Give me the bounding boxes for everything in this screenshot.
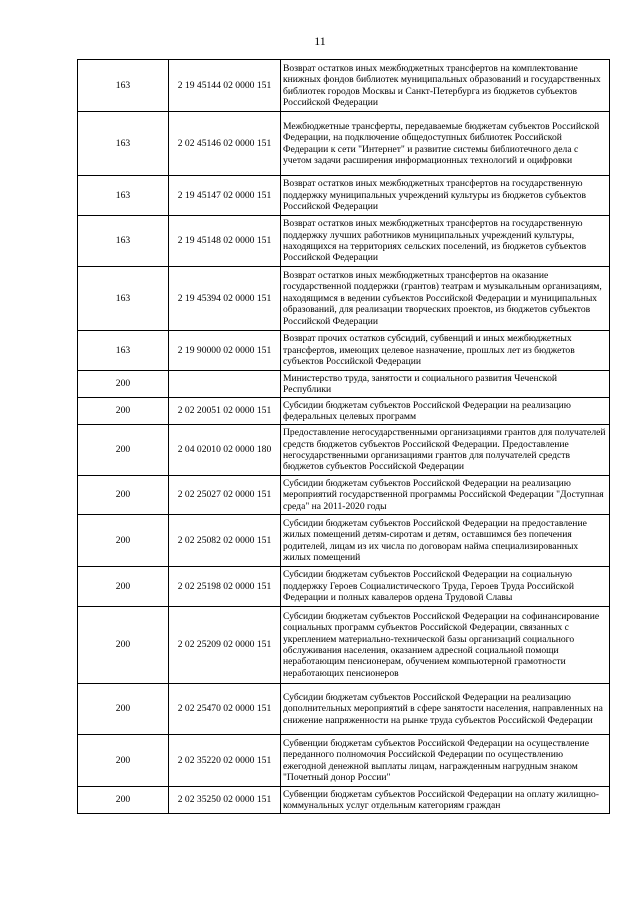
- description-cell: Возврат остатков иных межбюджетных трансфертов на государственную поддержку муниципальных учреждений культуры из бюджетов субъектов Российской Федерации: [281, 176, 610, 216]
- budget-code-cell: [169, 371, 281, 398]
- table-row: [78, 267, 610, 331]
- budget-code-cell: 2 02 35250 02 0000 151: [169, 787, 281, 814]
- description-cell: Субсидии бюджетам субъектов Российской Федерации на софинансирование социальных программ субъектов Российской Федерации, связанных с укреплением материально-технической базы организаций социального обслуживания населения, оказанием адресной социальной помощи неработающим пенсионерам, обучением компьютерной грамотности неработающих пенсионеров: [281, 607, 610, 684]
- admin-code-cell: 200: [78, 398, 169, 425]
- budget-code-cell: 2 02 35220 02 0000 151: [169, 735, 281, 787]
- admin-code-cell: 200: [78, 787, 169, 814]
- table-row: [78, 176, 610, 216]
- table-row: [78, 476, 610, 515]
- description-cell: Субвенции бюджетам субъектов Российской Федерации на оплату жилищно-коммунальных услуг отдельным категориям граждан: [281, 787, 610, 814]
- table-row: [78, 684, 610, 735]
- budget-code-cell: 2 02 25209 02 0000 151: [169, 607, 281, 684]
- table-row: [78, 371, 610, 398]
- description-cell: Субсидии бюджетам субъектов Российской Федерации на реализацию федеральных целевых программ: [281, 398, 610, 425]
- description-cell: Межбюджетные трансферты, передаваемые бюджетам субъектов Российской Федерации, на подключение общедоступных библиотек Российской Федерации к сети "Интернет" и развитие системы библиотечного дела с учетом задачи расширения информационных технологий и оцифровки: [281, 112, 610, 176]
- admin-code-cell: 200: [78, 476, 169, 515]
- budget-code-cell: 2 19 45147 02 0000 151: [169, 176, 281, 216]
- admin-code-cell: 200: [78, 735, 169, 787]
- admin-code-cell: 200: [78, 371, 169, 398]
- budget-code-cell: 2 19 90000 02 0000 151: [169, 331, 281, 371]
- description-cell: Возврат остатков иных межбюджетных трансфертов на оказание государственной поддержки (грантов) театрам и музыкальным организациям, находящимся в ведении субъектов Российской Федерации и муниципальных образований, для реализации творческих проектов, из бюджетов субъектов Российской Федерации: [281, 267, 610, 331]
- table-row: [78, 515, 610, 567]
- budget-code-cell: 2 04 02010 02 0000 180: [169, 425, 281, 476]
- budget-code-cell: 2 02 25082 02 0000 151: [169, 515, 281, 567]
- description-cell: Субсидии бюджетам субъектов Российской Федерации на реализацию дополнительных мероприятий в сфере занятости населения, направленных на снижение напряженности на рынке труда субъектов Российской Федерации: [281, 684, 610, 735]
- table-row: [78, 398, 610, 425]
- description-cell: Субсидии бюджетам субъектов Российской Федерации на социальную поддержку Героев Социалистического Труда, Героев Труда Российской Федерации и полных кавалеров ордена Трудовой Славы: [281, 567, 610, 607]
- admin-code-cell: 163: [78, 176, 169, 216]
- description-cell: Возврат остатков иных межбюджетных трансфертов на комплектование книжных фондов библиотек муниципальных образований и государственных библиотек городов Москвы и Санкт-Петербурга из бюджетов субъектов Российской Федерации: [281, 60, 610, 112]
- budget-code-cell: 2 02 45146 02 0000 151: [169, 112, 281, 176]
- budget-code-cell: 2 19 45148 02 0000 151: [169, 216, 281, 267]
- budget-code-cell: 2 02 25198 02 0000 151: [169, 567, 281, 607]
- budget-classification-table: [77, 59, 610, 814]
- description-cell: Предоставление негосударственными организациями грантов для получателей средств бюджетов субъектов Российской Федерации. Предоставление негосударственными организациями грантов для получателей средств бюджетов субъектов Российской Федерации: [281, 425, 610, 476]
- description-cell: Возврат прочих остатков субсидий, субвенций и иных межбюджетных трансфертов, имеющих целевое назначение, прошлых лет из бюджетов субъектов Российской Федерации: [281, 331, 610, 371]
- admin-code-cell: 200: [78, 684, 169, 735]
- budget-code-cell: 2 02 25470 02 0000 151: [169, 684, 281, 735]
- description-cell: Субвенции бюджетам субъектов Российской Федерации на осуществление переданного полномочия Российской Федерации по осуществлению ежегодной денежной выплаты лицам, награжденным нагрудным знаком "Почетный донор России": [281, 735, 610, 787]
- description-cell: Субсидии бюджетам субъектов Российской Федерации на предоставление жилых помещений детям-сиротам и детям, оставшимся без попечения родителей, лицам из их числа по договорам найма специализированных жилых помещений: [281, 515, 610, 567]
- table-row: [78, 567, 610, 607]
- admin-code-cell: 163: [78, 216, 169, 267]
- page-number: 11: [314, 34, 326, 48]
- table-row: [78, 216, 610, 267]
- budget-code-cell: 2 02 25027 02 0000 151: [169, 476, 281, 515]
- budget-code-cell: 2 19 45394 02 0000 151: [169, 267, 281, 331]
- budget-code-cell: 2 19 45144 02 0000 151: [169, 60, 281, 112]
- budget-code-cell: 2 02 20051 02 0000 151: [169, 398, 281, 425]
- admin-code-cell: 200: [78, 567, 169, 607]
- admin-code-cell: 200: [78, 515, 169, 567]
- table-row: [78, 60, 610, 112]
- table-body: [78, 60, 610, 814]
- table-row: [78, 787, 610, 814]
- admin-code-cell: 163: [78, 60, 169, 112]
- table-row: [78, 425, 610, 476]
- table-row: [78, 735, 610, 787]
- admin-code-cell: 200: [78, 425, 169, 476]
- admin-code-cell: 200: [78, 607, 169, 684]
- description-cell: Министерство труда, занятости и социального развития Чеченской Республики: [281, 371, 610, 398]
- admin-code-cell: 163: [78, 112, 169, 176]
- description-cell: Возврат остатков иных межбюджетных трансфертов на государственную поддержку лучших работников муниципальных учреждений культуры, находящихся на территориях сельских поселений, из бюджетов субъектов Российской Федерации: [281, 216, 610, 267]
- admin-code-cell: 163: [78, 267, 169, 331]
- description-cell: Субсидии бюджетам субъектов Российской Федерации на реализацию мероприятий государственной программы Российской Федерации "Доступная среда" на 2011-2020 годы: [281, 476, 610, 515]
- table-row: [78, 331, 610, 371]
- table-row: [78, 112, 610, 176]
- table-row: [78, 607, 610, 684]
- admin-code-cell: 163: [78, 331, 169, 371]
